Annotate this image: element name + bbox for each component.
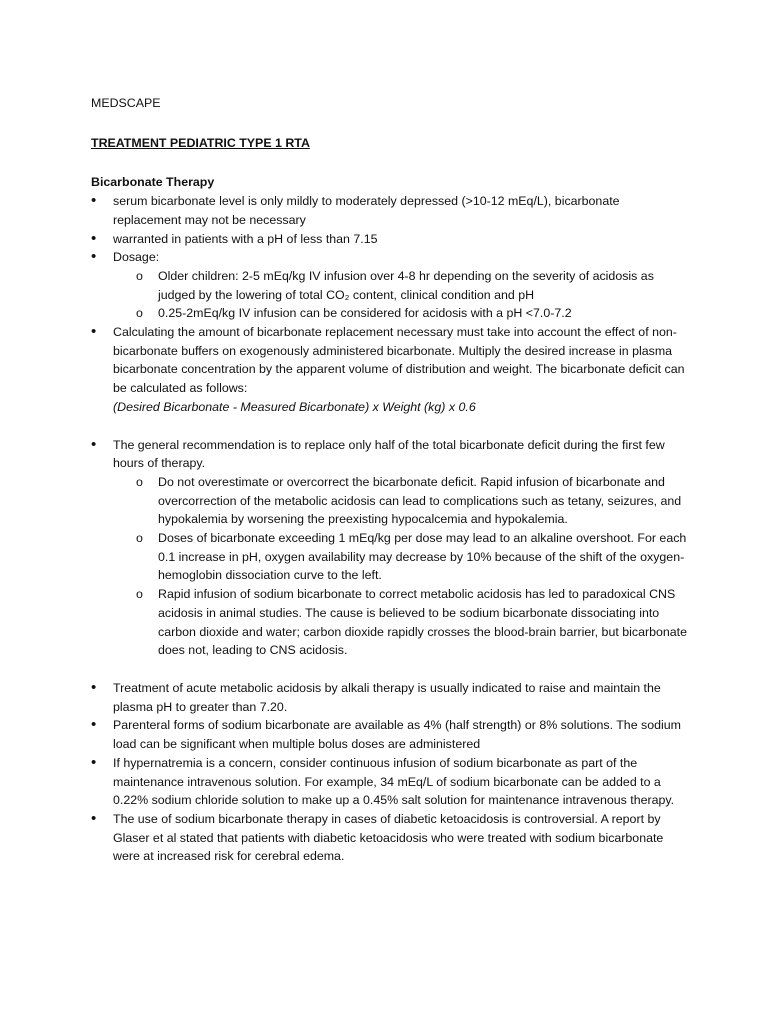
list-item [91,192,691,229]
sub-list-item-text: Rapid infusion of sodium bicarbonate to correct metabolic acidosis has led to paradoxical CNS acidosis in animal studies. The cause is believed to be sodium bicarbonate dissociating into carbon dioxide and water; carbon dioxide rapidly crosses the blood-brain barrier, but bicarbonate does not, leading to CNS acidosis. [158,587,687,658]
source-label: MEDSCAPE [91,96,161,110]
bullet-list-3 [91,679,691,866]
list-item [91,323,691,417]
sub-list-item [113,585,691,660]
list-item-text: Parenteral forms of sodium bicarbonate are available as 4% (half strength) or 8% solutions. The sodium load can be significant when multiple bolus doses are administered [113,718,681,752]
list-item [91,754,691,810]
list-item-text: warranted in patients with a pH of less than 7.15 [113,231,378,246]
section-heading: Bicarbonate Therapy [91,175,215,190]
sub-list-item [113,267,691,304]
sub-list-item [113,529,691,585]
sub-list-item-text: Do not overestimate or overcorrect the bicarbonate deficit. Rapid infusion of bicarbonate and overcorrection of the metabolic acidosis can lead to complications such as tetany, seizures, and hypokalemia by worsening the preexisting hypocalcemia and hypokalemia. [158,474,682,527]
sub-list-item-text: Doses of bicarbonate exceeding 1 mEq/kg per dose may lead to an alkaline overshoot. For each 0.1 increase in pH, oxygen availability may decrease by 10% because of the shift of the oxygen-hemoglobin dissociation curve to the left. [158,531,687,583]
list-item [91,230,691,249]
list-item-text: Calculating the amount of bicarbonate replacement necessary must take into account the effect of non-bicarbonate buffers on exogenously administered bicarbonate. Multiply the desired increase in plasma bicarbonate concentration by the apparent volume of distribution and weight. The bicarbonate deficit can be calculated as follows: [113,325,685,396]
sub-list-item [113,304,691,323]
list-item-text: Treatment of acute metabolic acidosis by alkali therapy is usually indicated to raise and maintain the plasma pH to greater than 7.20. [113,680,661,714]
dosage-sublist [113,267,691,323]
sub-list-item-text: Older children: 2-5 mEq/kg IV infusion over 4-8 hr depending on the severity of acidosis as judged by the lowering of total CO₂ content, clinical condition and pH [158,268,654,302]
list-item [91,248,691,323]
list-item-text: The use of sodium bicarbonate therapy in cases of diabetic ketoacidosis is controversial. A report by Glaser et al stated that patients with diabetic ketoacidosis who were treated with sodium bicarbonate were at increased risk for cerebral edema. [113,811,664,864]
bullet-list-1 [91,192,691,416]
bullet-list-2 [91,436,691,660]
list-item [91,436,691,660]
document-body [91,94,691,866]
list-item [91,810,691,866]
list-item-text: Dosage: [113,250,160,265]
sub-list-item [113,473,691,529]
list-item [91,716,691,753]
list-item-text: If hypernatremia is a concern, consider continuous infusion of sodium bicarbonate as part of the maintenance intravenous solution. For example, 34 mEq/L of sodium bicarbonate can be added to a 0.22% sodium chloride solution to make up a 0.45% salt solution for maintenance intravenous therapy. [113,755,675,808]
deficit-formula: (Desired Bicarbonate - Measured Bicarbonate) x Weight (kg) x 0.6 [113,399,476,414]
list-item-text: The general recommendation is to replace only half of the total bicarbonate deficit during the first few hours of therapy. [113,437,665,471]
sub-list-item-text: 0.25-2mEq/kg IV infusion can be considered for acidosis with a pH <7.0-7.2 [158,306,572,321]
recommendation-sublist [113,473,691,660]
list-item [91,679,691,716]
list-item-text: serum bicarbonate level is only mildly to moderately depressed (>10-12 mEq/L), bicarbonate replacement may not be necessary [113,194,620,227]
document-title: TREATMENT PEDIATRIC TYPE 1 RTA [91,135,310,150]
